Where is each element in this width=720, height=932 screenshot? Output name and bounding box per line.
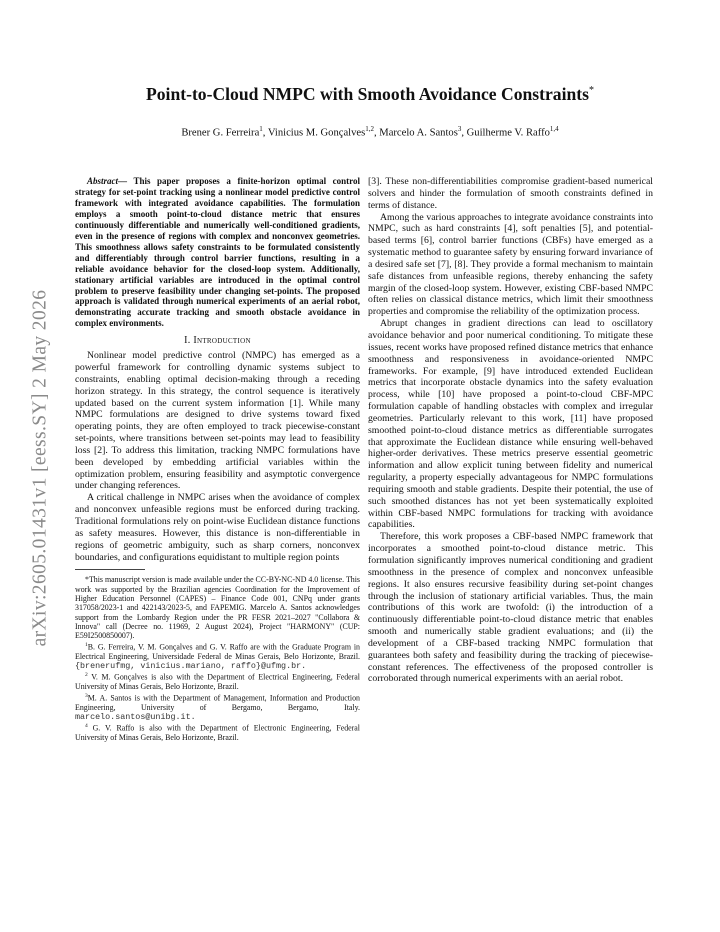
author-affiliation: 3 xyxy=(457,125,462,133)
author-name: Guilherme V. Raffo xyxy=(466,127,550,139)
abstract xyxy=(75,176,360,329)
footnote-divider xyxy=(75,569,145,570)
author-name: Brener G. Ferreira xyxy=(181,127,260,139)
abstract-text: — This paper proposes a finite-horizon optimal control strategy for set-point tracking using a nonlinear model predictive control framework with integrated avoidance capabilities. The formulation employs a smooth point-to-cloud distance metric that ensures continuously differentiable and numerically well-conditioned gradients, even in the presence of regions with complex and nonconvex geometries. This smoothness allows safety constraints to be formulated consistently and differentiably through control barrier functions, resulting in a reliable avoidance behavior for the closed-loop system. Additionally, stationary artificial variables are introduced in the optimal control problem to preserve feasibility under changing set-points. The proposed approach is validated through numerical experiments of an aerial robot, demonstrating accurate tracking and smooth obstacle avoidance in complex environments. xyxy=(75,176,360,329)
arxiv-identifier xyxy=(20,268,60,668)
body-paragraph: Nonlinear model predictive control (NMPC) has emerged as a powerful framework for controlling dynamic systems subject to constraints, enabling optimal decision-making through a receding horizon strategy. In this strategy, the control sequence is iteratively updated based on the current system information [1]. While many NMPC formulations are designed to drive systems toward fixed operating points, they are often employed to track piecewise-constant set-points, where transitions between set-points may lead to feasibility loss [2]. To address this limitation, tracking NMPC formulations have been developed by embedding artificial variables within the optimization problem, ensuring feasibility and asymptotic convergence under changing references. xyxy=(75,350,360,492)
arxiv-identifier-text: arXiv:2605.01431v1 [eess.SY] 2 May 2026 xyxy=(29,289,50,647)
footnote-mark: 2 xyxy=(85,672,88,679)
title-footnote-mark: * xyxy=(588,85,594,97)
footnote-text: M. A. Santos is with the Department of Management, Information and Production Engineering, University of Bergamo, Bergamo, Italy. xyxy=(75,693,360,712)
author-name: Vinicius M. Gonçalves xyxy=(267,127,366,139)
footnote-email: marcelo.santos@unibg.it. xyxy=(75,712,196,723)
body-paragraph: A critical challenge in NMPC arises when the avoidance of complex and nonconvex unfeasible regions must be enforced during tracking. Traditional formulations rely on point-wise Euclidean distance functions as safety measures. However, this distance is non-differentiable in regions of geometric ambiguity, such as sharp corners, nonconvex boundaries, and configurations equidistant to multiple region points xyxy=(75,492,360,563)
footnote-affiliation-1 xyxy=(75,641,360,672)
footnote-text: V. M. Gonçalves is also with the Department of Electrical Engineering, Federal University of Minas Gerais, Belo Horizonte, Brazil. xyxy=(75,673,360,692)
author-affiliation: 1,4 xyxy=(549,125,559,133)
left-column xyxy=(75,176,360,743)
author-affiliation: 1 xyxy=(259,125,263,133)
footnote-affiliation-4 xyxy=(75,722,360,742)
footnote-text: G. V. Raffo is also with the Department of Electronic Engineering, Federal University of Minas Gerais, Belo Horizonte, Brazil. xyxy=(75,724,361,743)
section-heading-introduction: I. Introduction xyxy=(184,335,251,347)
author-affiliation: 1,2 xyxy=(365,125,374,133)
body-paragraph: Abrupt changes in gradient directions can lead to oscillatory avoidance behavior and poor numerical conditioning. To mitigate these issues, recent works have proposed refined distance metrics that enhance smoothness and responsiveness in avoidance-oriented NMPC frameworks. For example, [9] have introduced extended Euclidean metrics that incorporate obstacle dynamics into the safety evaluation process, while [10] have proposed a point-to-cloud CBF-MPC formulation capable of handling obstacles with complex and irregular geometries. Particularly relevant to this work, [11] have proposed smoothed point-to-cloud distance metrics as differentiable surrogates that approximate the Euclidean distance while ensuring well-behaved higher-order derivatives. These metrics preserve essential geometric information and allow explicit tuning between fidelity and numerical regularity, a property especially advantageous for NMPC formulations requiring smooth and stable gradients. Despite their potential, the use of such smoothed distances has not yet been systematically exploited within CBF-based NMPC formulations for tracking with avoidance capabilities. xyxy=(368,318,653,531)
author-name: Marcelo A. Santos xyxy=(379,127,458,139)
body-paragraph: [3]. These non-differentiabilities compromise gradient-based numerical solvers and hinder the formulation of smooth constraints defined in terms of distance. xyxy=(368,176,653,211)
body-paragraph: Among the various approaches to integrate avoidance constraints into NMPC, such as hard constraints [4], soft penalties [5], and potential-based terms [6], control barrier functions (CBFs) have emerged as a systematic method to guarantee safety by ensuring forward invariance of a desired safe set [7], [8]. They provide a formal mechanism to maintain safe distances from unfeasible regions, thereby enhancing the safety margin of the closed-loop system. However, existing CBF-based NMPC often relies on classical distance metrics, which limit their smoothness properties and compromise the reliability of the optimization process. xyxy=(368,211,653,318)
footnote-text: B. G. Ferreira, V. M. Gonçalves and G. V. Raffo are with the Graduate Program in Electrical Engineering, Universidade Federal de Minas Gerais, Belo Horizonte, Brazil. xyxy=(75,642,360,661)
paper-title-text: Point-to-Cloud NMPC with Smooth Avoidance Constraints xyxy=(146,84,589,104)
footnote-funding: *This manuscript version is made available under the CC-BY-NC-ND 4.0 license. This work was supported by the Brazilian agencies Coordination for the Improvement of Higher Education Personnel (CAPES) – Finance Code 001, CNPq under grants 317058/2023-1 and 422143/2023-5, and FAPEMIG. Marcelo A. Santos acknowledges support from the Lombardy Region under the PR FESR 2021–2027 "Collabora & Innova" call (Decree no. 11969, 2 August 2024), Project "HARMONY" (CUP: E59I2500850007). xyxy=(75,575,360,641)
footnote-mark: 1 xyxy=(85,641,88,648)
footnote-mark: 4 xyxy=(85,723,88,730)
body-paragraph: Therefore, this work proposes a CBF-based NMPC framework that incorporates a smoothed point-to-cloud distance metric. This formulation significantly improves numerical conditioning and gradient smoothness in the presence of complex and nonconvex unfeasible regions. It also ensures recursive feasibility during set-point changes through the inclusion of stationary artificial variables. Thus, the main contributions of this work are twofold: (i) the introduction of a continuously differentiable point-to-cloud distance metric that enables smooth and numerically stable gradient evaluations; and (ii) the development of a CBF-based tracking NMPC formulation that guarantees both safety and feasibility during the tracking of piecewise-constant references. The effectiveness of the proposed controller is corroborated through numerical experiments with an aerial robot. xyxy=(368,531,653,685)
author-list: Brener G. Ferreira$^1$, Vinicius M. Gonçalves$^{1,2}$, Marcelo A. Santos$^3$, Guilherme V. Raffo$^{1,4}$ xyxy=(181,125,559,139)
footnote-email: {brenerufmg, vinicius.mariano, raffo}@ufmg.br. xyxy=(75,661,307,672)
abstract-label: Abstract xyxy=(87,176,119,186)
footnote-mark: 3 xyxy=(85,692,88,699)
footnote-affiliation-2 xyxy=(75,671,360,691)
paper-title xyxy=(70,84,670,105)
right-column xyxy=(368,176,653,685)
footnote-affiliation-3 xyxy=(75,692,360,723)
